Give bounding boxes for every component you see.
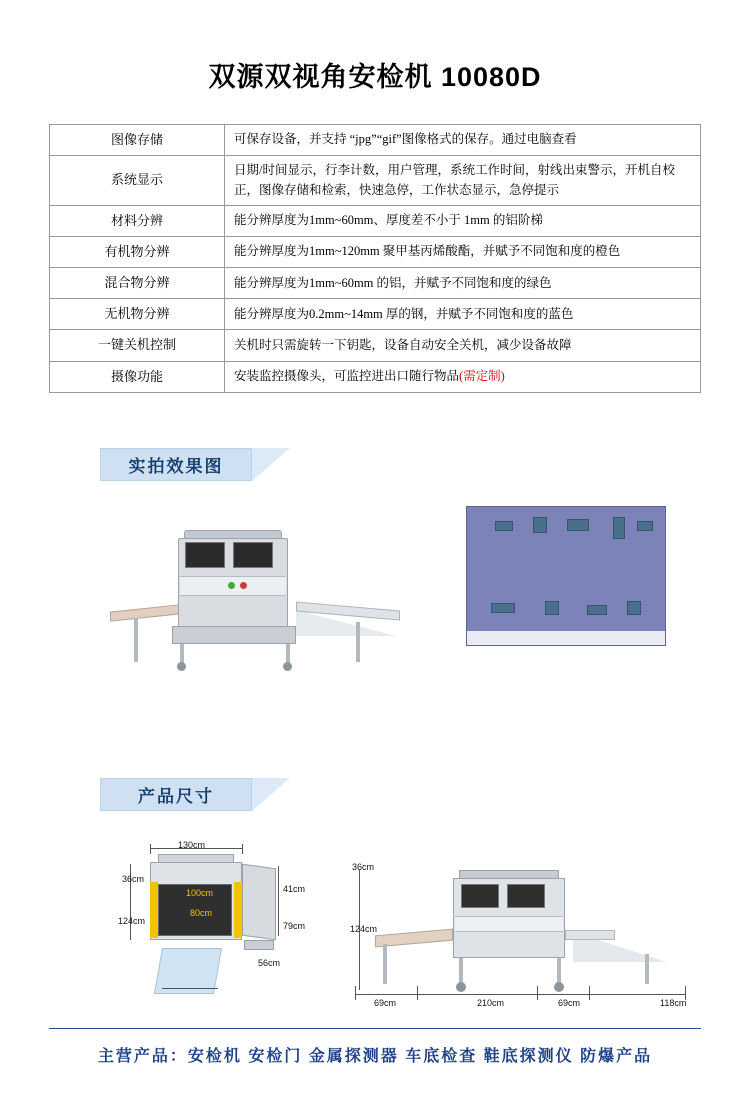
- table-row: [50, 330, 701, 361]
- diagram-yellow-frame-right: [234, 882, 242, 938]
- page-footer: [0, 1028, 750, 1066]
- table-row: [50, 125, 701, 156]
- dim-label-tunnel-height: 80cm: [190, 907, 213, 918]
- dimension-section-banner: [100, 778, 400, 814]
- dim-tick: [150, 844, 151, 854]
- diagram-control-panel: [455, 916, 563, 932]
- dim-label-height-top-right: 36cm: [352, 861, 375, 872]
- diagram-yellow-frame-left: [150, 882, 158, 938]
- photo-section-banner: [100, 448, 400, 484]
- dim-line: [278, 866, 279, 936]
- dim-label-right-lower: 79cm: [283, 920, 306, 931]
- diagram-leg: [459, 958, 463, 984]
- xray-footer-strip: [467, 631, 666, 645]
- dim-tick: [242, 844, 243, 854]
- machine-monitor-left: [185, 542, 225, 568]
- footer-text: 主营产品：安检机 安检门 金属探测器 车底检查 鞋底探测仪 防爆产品: [97, 1048, 653, 1065]
- table-row: [50, 361, 701, 392]
- banner-tail: [252, 778, 290, 811]
- xray-object: [567, 519, 589, 531]
- spec-value: 能分辨厚度为1mm~120mm 聚甲基丙烯酸酯，并赋予不同饱和度的橙色: [225, 237, 701, 268]
- dim-label-height-side-right: 124cm: [350, 923, 378, 934]
- banner-box: [100, 778, 252, 811]
- dim-label-width-top: 130cm: [178, 839, 206, 850]
- spec-label: 材料分辨: [50, 205, 225, 236]
- diagram-output-belt: [565, 930, 615, 940]
- dim-label-segment-2: 210cm: [477, 997, 505, 1008]
- diagram-wheel: [456, 982, 466, 992]
- xray-object: [587, 605, 607, 615]
- dim-label-right-upper: 41cm: [283, 883, 306, 894]
- machine-wheel: [283, 662, 292, 671]
- table-row: [50, 268, 701, 299]
- footer-divider: [49, 1028, 701, 1029]
- scanner-machine-photo: [110, 526, 400, 676]
- machine-leg: [134, 618, 138, 662]
- machine-wheel: [177, 662, 186, 671]
- xray-sample-image: [466, 506, 666, 646]
- spec-label: 系统显示: [50, 156, 225, 206]
- diagram-leg: [383, 944, 387, 984]
- dim-label-segment-3: 69cm: [558, 997, 581, 1008]
- spec-value-note: (需定制): [459, 368, 505, 383]
- xray-object: [491, 603, 515, 613]
- diagram-foot: [244, 940, 274, 950]
- dim-label-height-top-left: 36cm: [122, 873, 145, 884]
- banner-box: [100, 448, 252, 481]
- document-page: [0, 55, 750, 1116]
- diagram-monitor-left: [461, 884, 499, 908]
- photo-area: [0, 506, 750, 736]
- spec-value: 关机时只需旋转一下钥匙，设备自动安全关机，减少设备故障: [225, 330, 701, 361]
- front-view-diagram: [118, 844, 318, 1024]
- dim-label-bottom-right: 56cm: [258, 957, 281, 968]
- status-led-green: [228, 582, 235, 589]
- banner-tail: [252, 448, 290, 481]
- spec-value: 能分辨厚度为1mm~60mm 的铝，并赋予不同饱和度的绿色: [225, 268, 701, 299]
- spec-label: 一键关机控制: [50, 330, 225, 361]
- spec-value: [225, 361, 701, 392]
- spec-label: 有机物分辨: [50, 237, 225, 268]
- diagram-leg: [645, 954, 649, 984]
- xray-object: [533, 517, 547, 533]
- dim-label-total-height-left: 124cm: [118, 915, 146, 926]
- spec-value: 可保存设备，并支持 “jpg”“gif”图像格式的保存。通过电脑查看: [225, 125, 701, 156]
- spec-label: 图像存储: [50, 125, 225, 156]
- table-row: [50, 156, 701, 206]
- xray-object: [627, 601, 641, 615]
- side-view-diagram: [345, 836, 705, 1026]
- dim-label-segment-4: 118cm: [660, 997, 687, 1008]
- machine-base: [172, 626, 296, 644]
- table-row: [50, 205, 701, 236]
- status-led-red: [240, 582, 247, 589]
- table-row: [50, 299, 701, 330]
- xray-object: [637, 521, 653, 531]
- machine-leg: [356, 622, 360, 662]
- spec-label: 无机物分辨: [50, 299, 225, 330]
- spec-value: 能分辨厚度为0.2mm~14mm 厚的钢，并赋予不同饱和度的蓝色: [225, 299, 701, 330]
- spec-value-main: 安装监控摄像头，可监控进出口随行物品: [234, 368, 460, 383]
- table-row: [50, 237, 701, 268]
- machine-input-belt: [110, 604, 180, 621]
- page-title: 双源双视角安检机 10080D: [208, 62, 542, 92]
- dim-line: [355, 994, 685, 995]
- dim-label-tunnel-width: 100cm: [186, 887, 214, 898]
- dimension-diagram-area: [0, 826, 750, 1041]
- spec-label: 混合物分辨: [50, 268, 225, 299]
- specification-table: [49, 124, 701, 393]
- dim-tick: [355, 986, 356, 1000]
- spec-value: 日期/时间显示，行李计数，用户管理，系统工作时间，射线出束警示，开机自校正，图像存储和检索，快速急停，工作状态显示，急停提示: [225, 156, 701, 206]
- spec-value: 能分辨厚度为1mm~60mm、厚度差不小于 1mm 的铝阶梯: [225, 205, 701, 236]
- banner-label: 产品尺寸: [138, 786, 214, 806]
- diagram-monitor-right: [507, 884, 545, 908]
- machine-monitor-right: [233, 542, 273, 568]
- dim-label-segment-1: 69cm: [374, 997, 397, 1008]
- xray-object: [495, 521, 513, 531]
- diagram-wheel: [554, 982, 564, 992]
- banner-label: 实拍效果图: [128, 456, 224, 476]
- diagram-side-panel: [242, 863, 276, 940]
- dim-line: [162, 988, 218, 989]
- dim-tick: [589, 986, 590, 1000]
- dim-tick: [417, 986, 418, 1000]
- diagram-leg: [557, 958, 561, 984]
- xray-object: [545, 601, 559, 615]
- spec-label: 摄像功能: [50, 361, 225, 392]
- dim-tick: [537, 986, 538, 1000]
- xray-object: [613, 517, 625, 539]
